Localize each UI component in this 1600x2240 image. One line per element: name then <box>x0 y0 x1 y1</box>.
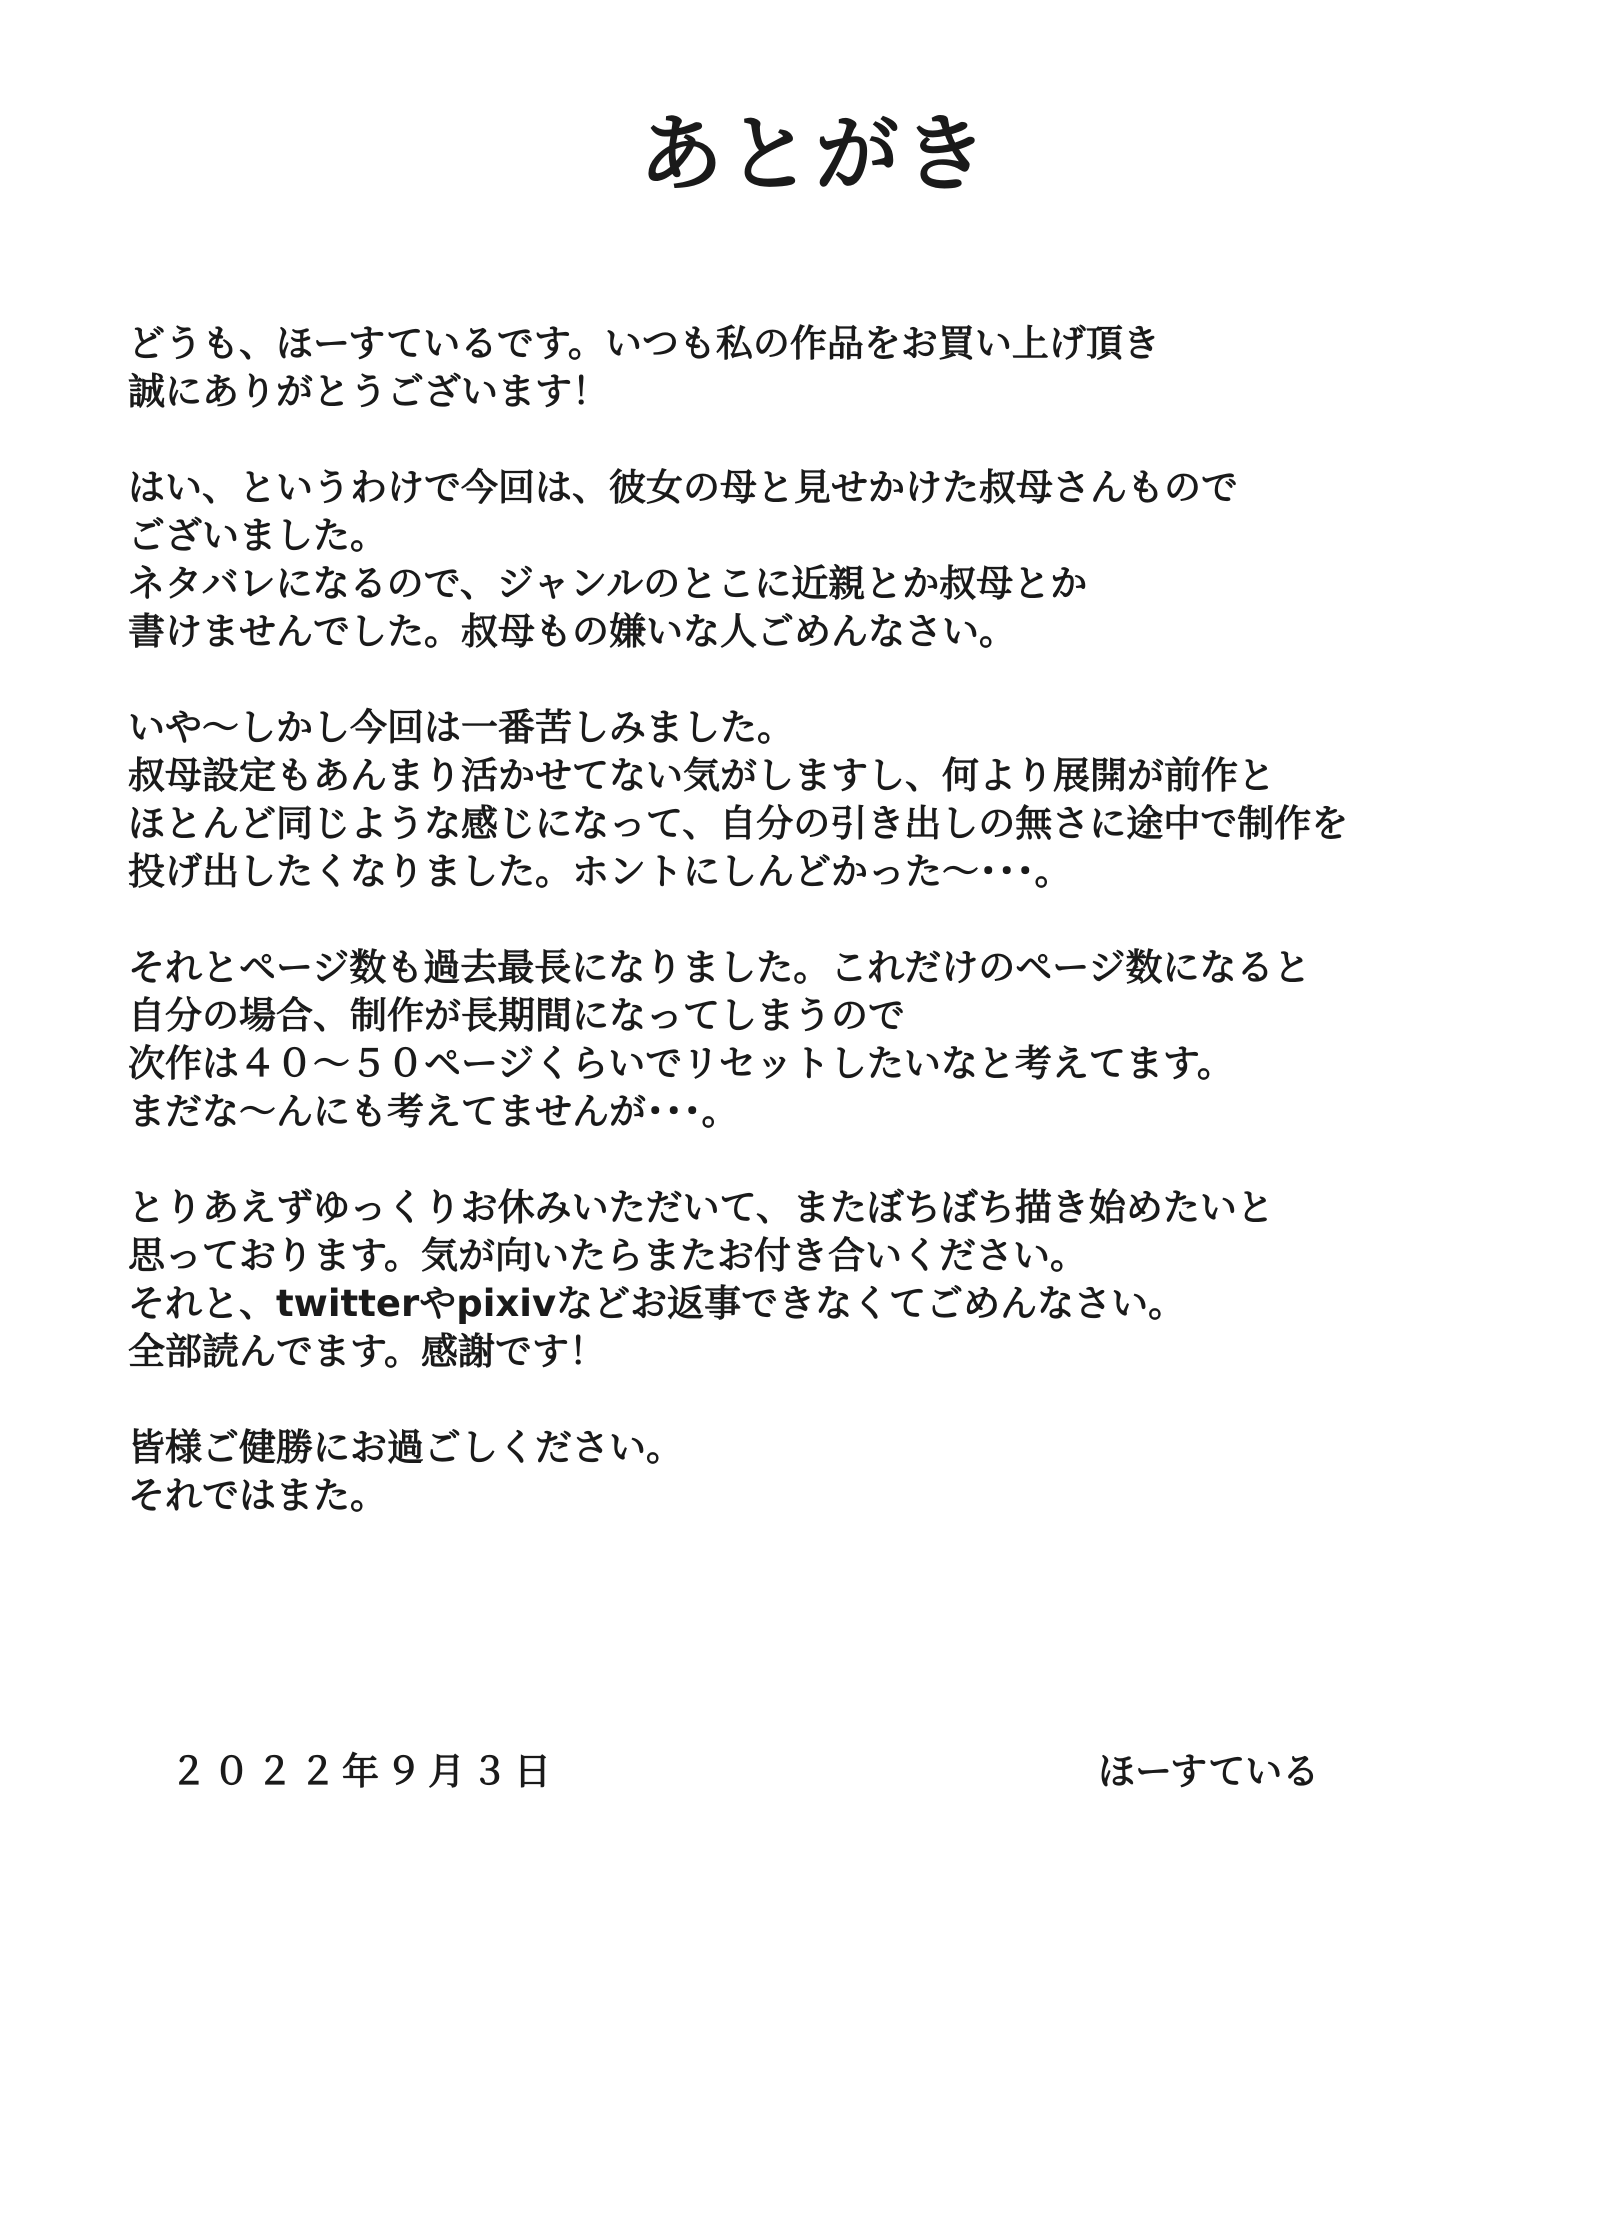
text-line: 誠にありがとうございます！ <box>128 370 609 413</box>
text-line: それとページ数も過去最長になりました。これだけのページ数になると <box>128 946 1311 989</box>
text-line: まだな～んにも考えてませんが･･･。 <box>128 1090 739 1133</box>
signature-date: ２０２２年９月３日 <box>170 1750 557 1793</box>
text-line: 自分の場合、制作が長期間になってしまうので <box>128 994 905 1037</box>
text-line: いや～しかし今回は一番苦しみました。 <box>128 706 794 749</box>
text-line: ほとんど同じような感じになって、自分の引き出しの無さに途中で制作を <box>128 802 1349 845</box>
page-title: あとがき <box>638 105 991 203</box>
text-line: 次作は４０～５０ページくらいでリセットしたいなと考えてます。 <box>128 1042 1234 1085</box>
paragraph-rest <box>128 1184 1548 1376</box>
paragraph-closing <box>128 1424 1548 1520</box>
text-line: 投げ出したくなりました。ホントにしんどかった～･･･。 <box>128 850 1072 893</box>
text-line: とりあえずゆっくりお休みいただいて、またぼちぼち描き始めたいと <box>128 1186 1274 1229</box>
paragraph-story <box>128 464 1548 656</box>
text-line: それと、twitterやpixivなどお返事できなくてごめんなさい。 <box>128 1282 1186 1325</box>
signature-author: ほーすている <box>1098 1750 1320 1793</box>
text-line: はい、というわけで今回は、彼女の母と見せかけた叔母さんもので <box>128 466 1238 509</box>
text-line: 叔母設定もあんまり活かせてない気がしますし、何より展開が前作と <box>128 754 1275 797</box>
text-line: 思っております。気が向いたらまたお付き合いください。 <box>128 1234 1088 1277</box>
text-line: それではまた。 <box>128 1474 387 1517</box>
text-line: ネタバレになるので、ジャンルのとこに近親とか叔母とか <box>128 562 1088 605</box>
paragraph-page-count <box>128 944 1548 1136</box>
text-line: 皆様ご健勝にお過ごしください。 <box>128 1426 683 1469</box>
afterword-body <box>128 320 1548 1568</box>
text-line: どうも、ほーすているです。いつも私の作品をお買い上げ頂き <box>128 322 1160 365</box>
paragraph-struggle <box>128 704 1548 896</box>
paragraph-greeting <box>128 320 1548 416</box>
text-line: 全部読んでます。感謝です！ <box>128 1330 607 1373</box>
text-line: ございました。 <box>128 514 387 557</box>
text-line: 書けませんでした。叔母もの嫌いな人ごめんなさい。 <box>128 610 1016 653</box>
